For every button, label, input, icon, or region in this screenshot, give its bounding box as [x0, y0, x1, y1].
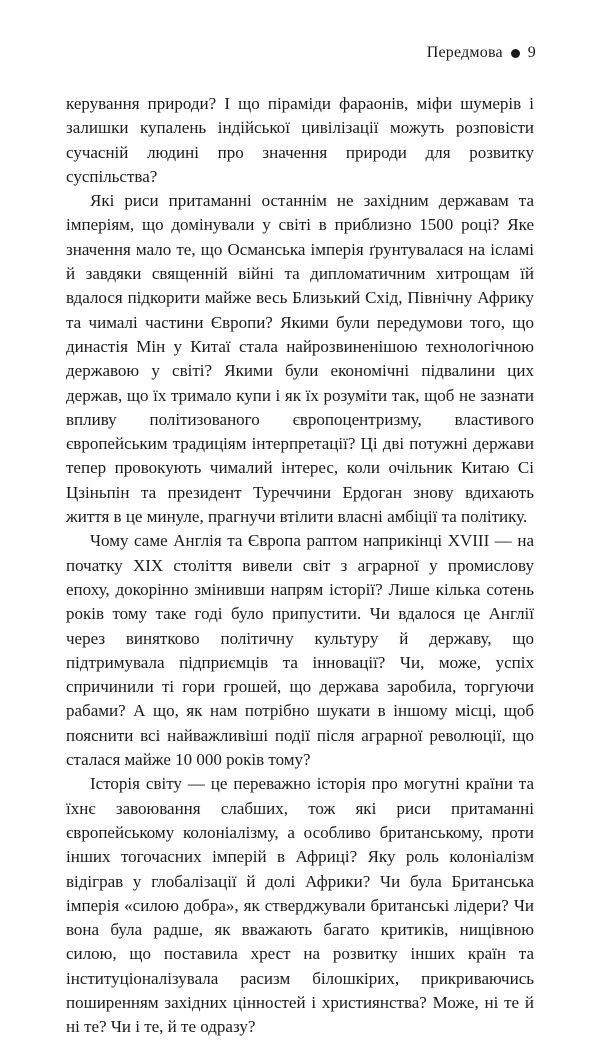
section-title: Передмова [426, 44, 503, 61]
paragraph: Історія світу — це переважно історія про могутні країни та їхнє завоювання слабших, тож які риси притаманні європейському колоніалізму, а особливо британському, проти інших тогочасних імперій в Африці? Яку роль колоніалізм відіграв у глобалізації й долі Африки? Чи була Британська імперія «силою добра», як стверджували британські лідери? Чи вона була радше, як вважають багато критиків, нищівною силою, що поставила хрест на розвитку інших країн та інституціоналізувала расизм білошкірих, прикриваючись поширенням західних цінностей і християнства? Може, ні те й ні те? Чи і те, й те одразу? [66, 774, 534, 1037]
paragraph: Які риси притаманні останнім не західним державам та імперіям, що домінували у світі в приблизно 1500 році? Яке значення мало те, що Османська імперія ґрунтувалася на ісламі й завдяки священній війні та дипломатичним хитрощам їй вдалося підкорити майже весь Близький Схід, Північну Африку та чималі частини Європи? Якими були передумови того, що династія Мін у Китаї стала найрозвиненішою технологічною державою у світі? Якими були економічні підвалини цих держав, що їх тримало купи і як їх розуміти так, щоб не зазнати впливу політизованого європоцентризму, властивого європейським традиціям інтерпретації? Ці дві потужні держави тепер провокують чималий інтерес, коли очільник Китаю Сі Цзіньпін та президент Туреччини Ердоган знову вдихають життя в це минуле, прагнучи втілити власні амбіції та політику. [66, 191, 534, 527]
paragraph-continued: керування природи? І що піраміди фараонів, міфи шумерів і залишки купалень індійської цивілізації можуть розповісти сучасній людині про значення природи для розвитку суспільства? [66, 94, 534, 186]
bullet-icon [511, 49, 520, 58]
body-text [66, 92, 534, 1040]
running-header [427, 44, 536, 62]
page-number: 9 [527, 44, 536, 61]
paragraph: Чому саме Англія та Європа раптом наприкінці XVIII — на початку XIX століття вивели світ з аграрної у промислову епоху, докорінно змінивши напрям історії? Лише кілька сотень років тому таке годі було припустити. Чи вдалося це Англії через винятково політичну культуру й державу, що підтримувала підприємців та інновації? Чи, може, успіх спричинили ті гори грошей, що держава заробила, торгуючи рабами? А що, як нам потрібно шукати в іншому місці, щоб пояснити всі найважливіші події після аграрної революції, що сталася майже 10 000 років тому? [66, 531, 534, 770]
